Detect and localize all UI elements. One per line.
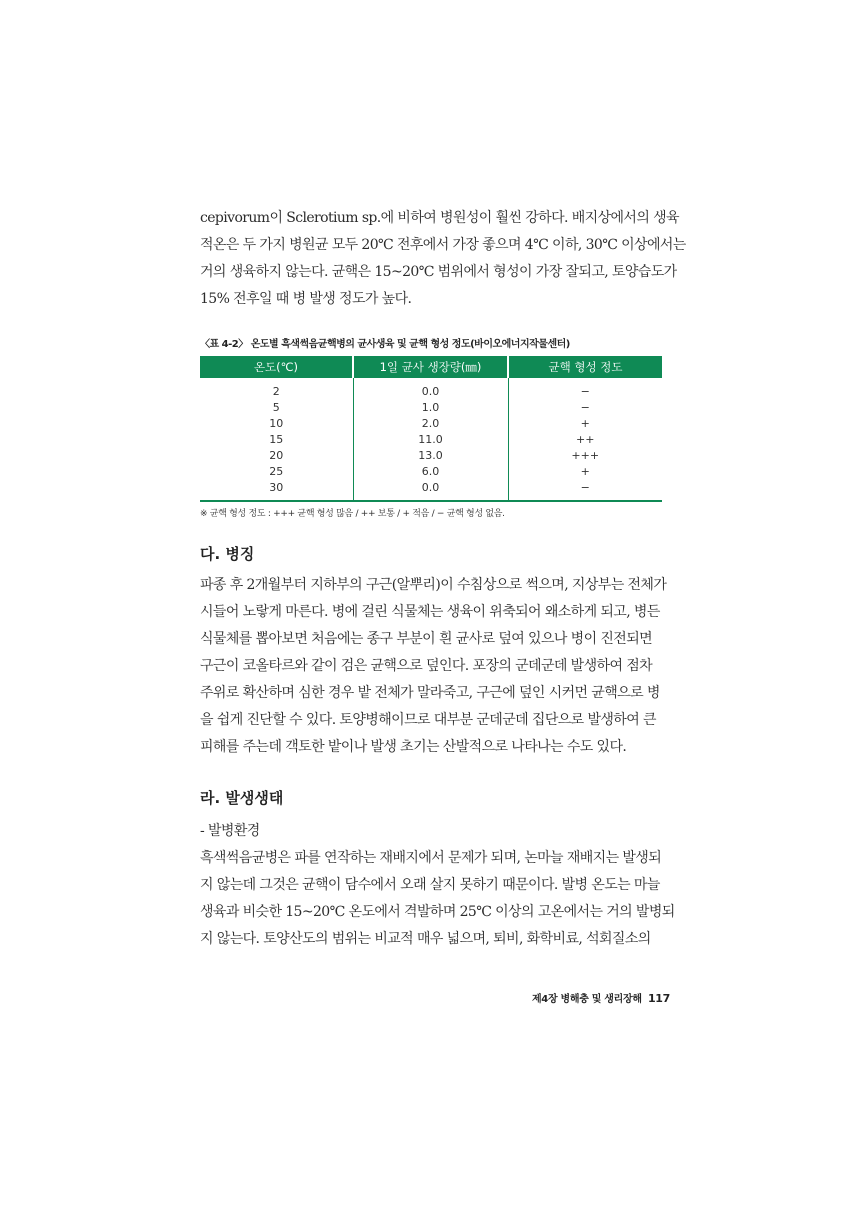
header-temperature: 온도(℃) <box>200 356 353 378</box>
table-row <box>200 448 662 464</box>
page-content <box>200 205 686 953</box>
text-line: 구근이 코올타르와 같이 검은 균핵으로 덮인다. 포장의 군데군데 발생하여 점차 <box>200 658 653 674</box>
cell-growth: 1.0 <box>353 400 508 416</box>
page-number: 117 <box>647 992 670 1005</box>
table-row <box>200 378 662 400</box>
temperature-table <box>200 356 662 502</box>
text-line: 적온은 두 가지 병원균 모두 20℃ 전후에서 가장 좋으며 4℃ 이하, 30℃ 이상에서는 <box>200 237 686 253</box>
section-heading-ecology: 라. 발생생태 <box>200 789 284 807</box>
cell-formation: + <box>508 416 662 432</box>
section-heading-symptoms: 다. 병징 <box>200 545 255 563</box>
cell-formation: − <box>508 480 662 501</box>
text-line: 식물체를 뽑아보면 처음에는 종구 부분이 흰 균사로 덮여 있으나 병이 진전되면 <box>200 631 653 647</box>
table-row <box>200 480 662 501</box>
cell-formation: − <box>508 378 662 400</box>
text-line: 을 쉽게 진단할 수 있다. 토양병해이므로 대부분 군데군데 집단으로 발생하여 큰 <box>200 712 656 728</box>
symptoms-paragraph <box>200 572 667 761</box>
table-row <box>200 416 662 432</box>
text-line: cepivorum이 Sclerotium sp.에 비하여 병원성이 훨씬 강하다. 배지상에서의 생육 <box>200 210 679 226</box>
table-footnote: ※ 균핵 형성 정도 : +++ 균핵 형성 많음 / ++ 보통 / + 적음 / − 균핵 형성 없음. <box>200 509 505 519</box>
cell-growth: 0.0 <box>353 480 508 501</box>
cell-temperature: 25 <box>269 465 284 478</box>
table-row <box>200 464 662 480</box>
table-row <box>200 400 662 416</box>
cell-temperature: 30 <box>269 481 284 494</box>
cell-temperature: 2 <box>272 385 280 398</box>
cell-temperature: 15 <box>269 433 284 446</box>
cell-growth: 13.0 <box>353 448 508 464</box>
cell-formation: +++ <box>508 448 662 464</box>
cell-temperature: 5 <box>272 401 280 414</box>
table-row <box>200 432 662 448</box>
cell-formation: − <box>508 400 662 416</box>
subheading-disease-environment: - 발병환경 <box>200 823 260 839</box>
text-line: 거의 생육하지 않는다. 균핵은 15~20℃ 범위에서 형성이 가장 잘되고, 토양습도가 <box>200 264 677 280</box>
header-sclerotia-formation: 균핵 형성 정도 <box>508 356 662 378</box>
text-line: 피해를 주는데 객토한 밭이나 발생 초기는 산발적으로 나타나는 수도 있다. <box>200 739 627 755</box>
cell-growth: 6.0 <box>353 464 508 480</box>
text-line: 생육과 비슷한 15~20℃ 온도에서 격발하며 25℃ 이상의 고온에서는 거의 발병되 <box>200 904 675 920</box>
cell-temperature: 20 <box>269 449 284 462</box>
text-line: 파종 후 2개월부터 지하부의 구근(알뿌리)이 수침상으로 썩으며, 지상부는 전체가 <box>200 577 667 593</box>
cell-formation: ++ <box>508 432 662 448</box>
text-line: 시들어 노랗게 마른다. 병에 걸린 식물체는 생육이 위축되어 왜소하게 되고, 병든 <box>200 604 660 620</box>
text-line: 흑색썩음균병은 파를 연작하는 재배지에서 문제가 되며, 논마늘 재배지는 발생되 <box>200 850 662 866</box>
text-line: 지 않는데 그것은 균핵이 담수에서 오래 살지 못하기 때문이다. 발병 온도는 마늘 <box>200 877 660 893</box>
text-line: 지 않는다. 토양산도의 범위는 비교적 매우 넓으며, 퇴비, 화학비료, 석회질소의 <box>200 931 651 947</box>
cell-growth: 11.0 <box>353 432 508 448</box>
intro-paragraph <box>200 205 686 313</box>
page-footer <box>532 990 670 1005</box>
cell-growth: 0.0 <box>353 378 508 400</box>
cell-temperature: 10 <box>269 417 284 430</box>
table-caption: 〈표 4-2〉 온도별 흑색썩음균핵병의 균사생육 및 균핵 형성 정도(바이오에너지작물센터) <box>200 339 570 350</box>
cell-growth: 2.0 <box>353 416 508 432</box>
ecology-paragraph <box>200 845 675 953</box>
text-line: 주위로 확산하며 심한 경우 밭 전체가 말라죽고, 구근에 덮인 시커먼 균핵으로 병 <box>200 685 660 701</box>
text-line: 15% 전후일 때 병 발생 정도가 높다. <box>200 291 412 307</box>
cell-formation: + <box>508 464 662 480</box>
chapter-title: 제4장 병해충 및 생리장해 <box>531 994 642 1005</box>
table-header-row <box>200 356 662 378</box>
header-mycelial-growth: 1일 균사 생장량(㎜) <box>353 356 508 378</box>
